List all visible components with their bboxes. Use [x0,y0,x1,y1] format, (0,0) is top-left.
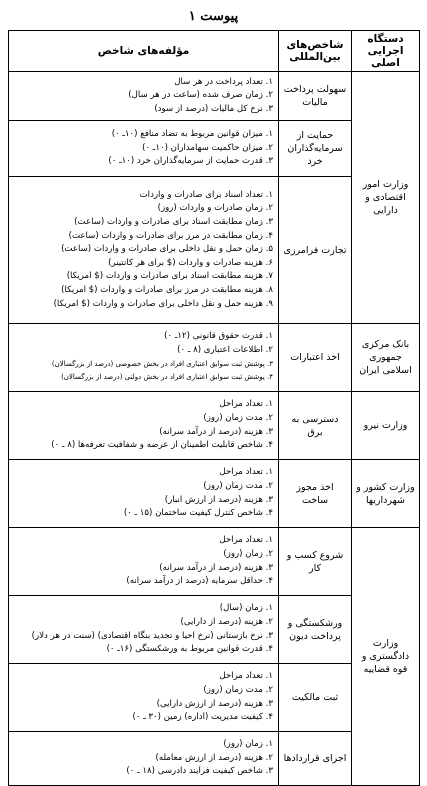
component-item: ۳. نرخ کل مالیات (درصد از سود) [154,103,273,114]
indicator-cell: ثبت مالکیت [279,664,352,732]
component-item: ۱. قدرت حقوق قانونی (۱۲ـ ۰) [164,331,273,342]
component-item: ۱. تعداد مراحل [219,399,273,410]
agency-cell: وزارت امور اقتصادی و دارایی [352,72,420,324]
page-title: پیوست ۱ [188,9,239,24]
components-cell [9,460,279,528]
components-cell [9,528,279,596]
component-item: ۲. زمان صادرات و واردات (روز) [157,203,273,214]
component-item: ۱. تعداد مراحل [219,467,273,478]
indicators-table [8,30,420,786]
components-cell [9,177,279,324]
header-components: مؤلفه‌های شاخص [9,31,279,72]
component-item: ۴. شاخص کنترل کیفیت ساختمان (۱۵ ـ ۰) [123,508,273,519]
component-item: ۲. میزان حاکمیت سهامداران (۱۰ـ ۰) [142,142,273,153]
component-item: ۱. زمان (روز) [223,739,273,750]
components-cell [9,72,279,121]
component-item: ۲. مدت زمان (روز) [203,480,273,491]
component-item: ۲. هزینه (درصد از دارایی) [180,616,273,627]
component-item: ۳. زمان مطابقت اسناد برای صادرات و واردات (ساعت) [74,217,273,228]
component-item: ۳. شاخص کیفیت فرایند دادرسی (۱۸ ـ ۰) [126,766,273,777]
component-item: ۲. هزینه (درصد از ارزش معامله) [155,752,273,763]
component-item: ۱. تعداد اسناد برای صادرات و واردات [139,189,273,200]
indicator-cell: سهولت پرداخت مالیات [279,72,352,121]
indicator-cell: اجرای قراردادها [279,732,352,786]
component-item: ۴. شاخص قابلیت اطمینان از عرضه و شفافیت تعرفه‌ها (۸ ـ ۰) [51,440,273,451]
indicator-cell: ورشکستگی و پرداخت دیون [279,596,352,664]
component-item: ۴. حداقل سرمایه (درصد از درآمد سرانه) [126,576,273,587]
component-item: ۳. هزینه (درصد از ارزش دارایی) [156,698,273,709]
components-cell [9,732,279,786]
component-item: ۳. هزینه (درصد از درآمد سرانه) [159,426,273,437]
agency-cell: وزارت کشور و شهرداریها [352,460,420,528]
table-row [9,324,420,392]
component-item: ۳. قدرت حمایت از سرمایه‌گذاران خرد (۱۰ـ ۰) [108,156,273,167]
components-cell [9,324,279,392]
component-item: ۸. هزینه مطابقت در مرز برای صادرات و واردات ($ امریکا) [61,284,273,295]
agency-cell: بانک مرکزی جمهوری اسلامی ایران [352,324,420,392]
table-row [9,72,420,121]
component-item: ۲. زمان صرف شده (ساعت در هر سال) [128,90,273,101]
component-item: ۹. هزینه حمل و نقل داخلی برای صادرات و واردات ($ امریکا) [53,298,273,309]
component-item: ۴. کیفیت مدیریت (اداره) زمین (۳۰ ـ ۰) [132,712,273,723]
component-item: ۴. زمان مطابقت در مرز برای صادرات و واردات (ساعت) [68,230,273,241]
agency-cell: وزارت نیرو [352,392,420,460]
component-item: ۱. تعداد مراحل [219,535,273,546]
component-item: ۴. قدرت قوانین مربوط به ورشکستگی (۱۶ـ ۰) [106,644,273,655]
header-indicator: شاخص‌های بین‌المللی [279,31,352,72]
component-item: ۲. اطلاعات اعتباری (۸ ـ ۰) [177,344,273,355]
indicator-cell: تجارت فرامرزی [279,177,352,324]
component-item: ۲. مدت زمان (روز) [203,412,273,423]
indicator-cell: حمایت از سرمایه‌گذاران خرد [279,121,352,177]
component-item: ۲. زمان (روز) [223,548,273,559]
agency-cell: وزارت دادگستری و قوه قضاییه [352,528,420,786]
components-cell [9,121,279,177]
table-row [9,528,420,596]
table-row [9,392,420,460]
component-item: ۳. پوشش ثبت سوابق اعتباری افراد در بخش خصوصی (درصد از بزرگسالان) [51,359,273,368]
table-header-row [9,31,420,72]
component-item: ۴. پوشش ثبت سوابق اعتباری افراد در بخش دولتی (درصد از بزرگسالان) [61,373,273,382]
component-item: ۷. هزینه مطابقت اسناد برای صادرات و واردات ($ امریکا) [66,271,273,282]
indicator-cell: دسترسی به برق [279,392,352,460]
component-item: ۳. نرخ بازستانی (نرخ احیا و تجدید بنگاه اقتصادی) (سنت در هر دلار) [31,630,273,641]
indicator-cell: شروع کسب و کار [279,528,352,596]
components-cell [9,392,279,460]
component-item: ۱. زمان (سال) [219,603,273,614]
table-row [9,460,420,528]
component-item: ۱. میزان قوانین مربوط به تضاد منافع (۱۰ـ ۰) [111,129,273,140]
components-cell [9,664,279,732]
indicator-cell: اخذ مجوز ساخت [279,460,352,528]
component-item: ۶. هزینه صادرات و واردات ($ برای هر کانتینر) [108,257,273,268]
component-item: ۲. مدت زمان (روز) [203,684,273,695]
component-item: ۵. زمان حمل و نقل داخلی برای صادرات و واردات (ساعت) [61,244,273,255]
component-item: ۱. تعداد پرداخت در هر سال [174,76,273,87]
component-item: ۱. تعداد مراحل [219,671,273,682]
header-agency: دستگاه اجرایی اصلی [352,31,420,72]
component-item: ۳. هزینه (درصد از ارزش انبار) [164,494,273,505]
components-cell [9,596,279,664]
indicator-cell: اخذ اعتبارات [279,324,352,392]
component-item: ۳. هزینه (درصد از درآمد سرانه) [159,562,273,573]
